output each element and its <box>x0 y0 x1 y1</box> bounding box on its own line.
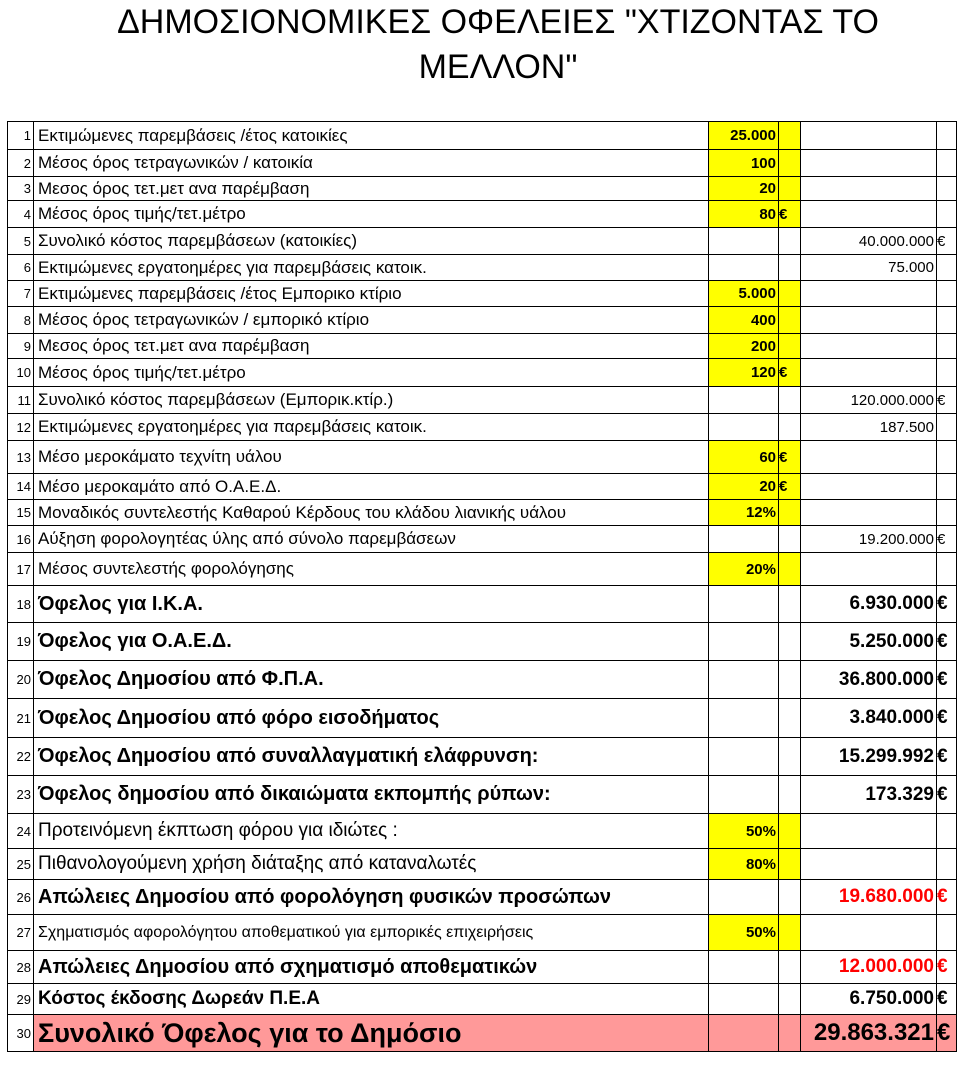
row-input-currency <box>779 334 801 359</box>
row-label: Πιθανολογούμενη χρήση διάταξης από καταναλωτές <box>34 849 709 880</box>
row-input-value <box>709 623 779 661</box>
table-row <box>8 441 957 474</box>
row-number: 21 <box>8 699 34 738</box>
row-result-currency: € <box>937 661 957 699</box>
row-number: 14 <box>8 474 34 500</box>
row-number: 20 <box>8 661 34 699</box>
row-label: Όφελος Δημοσίου από Φ.Π.Α. <box>34 661 709 699</box>
row-input-currency: € <box>779 474 801 500</box>
row-result-value <box>801 441 937 474</box>
table-row <box>8 307 957 334</box>
row-result-currency <box>937 500 957 526</box>
row-result-currency <box>937 177 957 201</box>
row-label: Σχηματισμός αφορολόγητου αποθεματικού για εμπορικές επιχειρήσεις <box>34 915 709 951</box>
row-number: 1 <box>8 122 34 150</box>
table-row <box>8 500 957 526</box>
row-input-value <box>709 880 779 915</box>
row-number: 12 <box>8 414 34 441</box>
row-result-value <box>801 150 937 177</box>
row-label: Εκτιμώμενες παρεμβάσεις /έτος Εμπορικο κτίριο <box>34 281 709 307</box>
row-label: Μέσος όρος τετραγωνικών / κατοικία <box>34 150 709 177</box>
row-result-value <box>801 474 937 500</box>
row-number: 13 <box>8 441 34 474</box>
page-title <box>0 0 960 100</box>
row-number: 3 <box>8 177 34 201</box>
row-result-value: 3.840.000 <box>801 699 937 738</box>
row-input-value <box>709 951 779 984</box>
row-number: 18 <box>8 586 34 623</box>
table-row <box>8 228 957 255</box>
table-row <box>8 359 957 387</box>
table-row <box>8 122 957 150</box>
row-result-currency <box>937 414 957 441</box>
row-input-currency <box>779 1015 801 1052</box>
row-result-currency: € <box>937 699 957 738</box>
row-label: Απώλειες Δημοσίου από σχηματισμό αποθεματικών <box>34 951 709 984</box>
row-label: Όφελος για Ο.Α.Ε.Δ. <box>34 623 709 661</box>
row-input-currency: € <box>779 201 801 228</box>
table-row <box>8 474 957 500</box>
table-row <box>8 814 957 849</box>
row-input-value <box>709 586 779 623</box>
row-number: 6 <box>8 255 34 281</box>
row-number: 8 <box>8 307 34 334</box>
row-number: 27 <box>8 915 34 951</box>
row-input-currency <box>779 387 801 414</box>
table-row <box>8 849 957 880</box>
row-result-currency <box>937 915 957 951</box>
row-number: 15 <box>8 500 34 526</box>
row-number: 24 <box>8 814 34 849</box>
row-input-value <box>709 776 779 814</box>
row-number: 30 <box>8 1015 34 1052</box>
row-label: Όφελος για Ι.Κ.Α. <box>34 586 709 623</box>
row-result-currency: € <box>937 586 957 623</box>
row-input-currency <box>779 661 801 699</box>
row-number: 19 <box>8 623 34 661</box>
row-input-currency <box>779 150 801 177</box>
table-row <box>8 738 957 776</box>
row-label: Μέσος συντελεστής φορολόγησης <box>34 553 709 586</box>
row-input-currency <box>779 553 801 586</box>
row-result-value <box>801 307 937 334</box>
row-input-currency <box>779 500 801 526</box>
row-result-value: 15.299.992 <box>801 738 937 776</box>
row-result-value: 12.000.000 <box>801 951 937 984</box>
row-input-currency <box>779 228 801 255</box>
row-result-value <box>801 553 937 586</box>
row-input-value: 200 <box>709 334 779 359</box>
row-label: Αύξηση φορολογητέας ύλης από σύνολο παρεμβάσεων <box>34 526 709 553</box>
row-input-value <box>709 255 779 281</box>
row-label: Εκτιμώμενες παρεμβάσεις /έτος κατοικίες <box>34 122 709 150</box>
row-input-value <box>709 661 779 699</box>
row-number: 5 <box>8 228 34 255</box>
row-input-currency <box>779 623 801 661</box>
row-result-value <box>801 122 937 150</box>
table-row <box>8 177 957 201</box>
row-result-value: 29.863.321 <box>801 1015 937 1052</box>
row-number: 4 <box>8 201 34 228</box>
row-number: 9 <box>8 334 34 359</box>
row-label: Όφελος Δημοσίου από συναλλαγματική ελάφρυνση: <box>34 738 709 776</box>
page-title-line-1: ΔΗΜΟΣΙΟΝΟΜΙΚΕΣ ΟΦΕΛΕΙΕΣ "ΧΤΙΖΟΝΤΑΣ ΤΟ <box>117 3 879 41</box>
row-number: 23 <box>8 776 34 814</box>
row-result-value: 40.000.000 <box>801 228 937 255</box>
row-label: Συνολικό κόστος παρεμβάσεων (κατοικίες) <box>34 228 709 255</box>
row-result-currency: € <box>937 1015 957 1052</box>
row-number: 16 <box>8 526 34 553</box>
row-input-currency <box>779 776 801 814</box>
row-number: 11 <box>8 387 34 414</box>
row-input-value: 20 <box>709 177 779 201</box>
row-number: 22 <box>8 738 34 776</box>
row-label: Κόστος έκδοσης Δωρεάν Π.Ε.Α <box>34 984 709 1015</box>
row-result-currency <box>937 441 957 474</box>
row-result-value <box>801 177 937 201</box>
row-result-currency: € <box>937 776 957 814</box>
row-result-currency <box>937 553 957 586</box>
row-label: Απώλειες Δημοσίου από φορολόγηση φυσικών προσώπων <box>34 880 709 915</box>
row-input-currency <box>779 849 801 880</box>
row-label: Όφελος Δημοσίου από φόρο εισοδήματος <box>34 699 709 738</box>
row-input-currency <box>779 281 801 307</box>
row-input-value <box>709 387 779 414</box>
row-result-currency: € <box>937 623 957 661</box>
row-input-currency: € <box>779 441 801 474</box>
row-result-currency <box>937 281 957 307</box>
row-result-currency <box>937 201 957 228</box>
row-input-value <box>709 526 779 553</box>
row-input-value <box>709 984 779 1015</box>
table-row <box>8 623 957 661</box>
row-result-currency: € <box>937 951 957 984</box>
table-row <box>8 586 957 623</box>
row-label: Μεσος όρος τετ.μετ ανα παρέμβαση <box>34 334 709 359</box>
table-row <box>8 776 957 814</box>
row-number: 29 <box>8 984 34 1015</box>
row-result-value: 6.930.000 <box>801 586 937 623</box>
row-result-currency <box>937 150 957 177</box>
row-result-currency: € <box>937 984 957 1015</box>
row-result-value: 19.680.000 <box>801 880 937 915</box>
row-label: Εκτιμώμενες εργατοημέρες για παρεμβάσεις κατοικ. <box>34 255 709 281</box>
row-input-currency <box>779 951 801 984</box>
row-input-value: 25.000 <box>709 122 779 150</box>
row-result-value: 6.750.000 <box>801 984 937 1015</box>
row-result-value: 173.329 <box>801 776 937 814</box>
row-input-value <box>709 738 779 776</box>
row-input-currency <box>779 255 801 281</box>
row-label: Μέσος όρος τιμής/τετ.μέτρο <box>34 359 709 387</box>
row-input-currency <box>779 177 801 201</box>
row-label: Προτεινόμενη έκπτωση φόρου για ιδιώτες : <box>34 814 709 849</box>
row-result-value <box>801 201 937 228</box>
table-row <box>8 526 957 553</box>
row-input-value: 50% <box>709 915 779 951</box>
row-result-currency <box>937 814 957 849</box>
table-row <box>8 699 957 738</box>
row-result-value: 187.500 <box>801 414 937 441</box>
row-number: 17 <box>8 553 34 586</box>
row-number: 10 <box>8 359 34 387</box>
row-number: 28 <box>8 951 34 984</box>
row-result-currency <box>937 359 957 387</box>
row-result-currency <box>937 122 957 150</box>
row-result-currency: € <box>937 880 957 915</box>
row-result-value <box>801 334 937 359</box>
row-number: 26 <box>8 880 34 915</box>
benefits-table <box>7 121 957 1052</box>
row-result-value <box>801 814 937 849</box>
row-input-currency <box>779 526 801 553</box>
row-input-value: 100 <box>709 150 779 177</box>
row-result-value <box>801 849 937 880</box>
table-row <box>8 150 957 177</box>
table-row <box>8 984 957 1015</box>
row-input-currency <box>779 122 801 150</box>
row-input-value <box>709 414 779 441</box>
benefits-table-body <box>8 122 957 1052</box>
row-result-value: 19.200.000 <box>801 526 937 553</box>
row-input-value: 80% <box>709 849 779 880</box>
row-label: Μέσος όρος τετραγωνικών / εμπορικό κτίριο <box>34 307 709 334</box>
table-row <box>8 661 957 699</box>
table-row <box>8 414 957 441</box>
row-input-currency <box>779 307 801 334</box>
row-result-value <box>801 915 937 951</box>
row-result-value: 5.250.000 <box>801 623 937 661</box>
row-input-value: 50% <box>709 814 779 849</box>
row-number: 2 <box>8 150 34 177</box>
row-input-value: 20 <box>709 474 779 500</box>
row-input-currency <box>779 915 801 951</box>
row-label: Μέσος όρος τιμής/τετ.μέτρο <box>34 201 709 228</box>
row-input-value <box>709 1015 779 1052</box>
row-result-value: 75.000 <box>801 255 937 281</box>
row-input-currency <box>779 984 801 1015</box>
row-result-currency <box>937 334 957 359</box>
row-result-currency: € <box>937 387 957 414</box>
row-input-value: 5.000 <box>709 281 779 307</box>
row-label: Μεσος όρος τετ.μετ ανα παρέμβαση <box>34 177 709 201</box>
row-label: Εκτιμώμενες εργατοημέρες για παρεμβάσεις κατοικ. <box>34 414 709 441</box>
row-result-currency <box>937 255 957 281</box>
table-row <box>8 553 957 586</box>
row-result-currency <box>937 474 957 500</box>
table-row <box>8 951 957 984</box>
row-input-value: 400 <box>709 307 779 334</box>
row-input-currency <box>779 880 801 915</box>
row-result-value <box>801 359 937 387</box>
row-input-value: 12% <box>709 500 779 526</box>
page-title-line-2: ΜΕΛΛΟΝ" <box>418 48 578 86</box>
row-number: 7 <box>8 281 34 307</box>
row-label: Συνολικό Όφελος για το Δημόσιο <box>34 1015 709 1052</box>
row-input-currency: € <box>779 359 801 387</box>
row-input-value: 120 <box>709 359 779 387</box>
row-result-value: 120.000.000 <box>801 387 937 414</box>
table-row <box>8 334 957 359</box>
row-result-value: 36.800.000 <box>801 661 937 699</box>
row-result-currency: € <box>937 738 957 776</box>
table-row <box>8 201 957 228</box>
row-number: 25 <box>8 849 34 880</box>
row-label: Συνολικό κόστος παρεμβάσεων (Εμπορικ.κτίρ.) <box>34 387 709 414</box>
row-input-value <box>709 699 779 738</box>
row-input-currency <box>779 414 801 441</box>
row-result-currency: € <box>937 526 957 553</box>
row-result-currency <box>937 307 957 334</box>
row-result-value <box>801 281 937 307</box>
row-input-currency <box>779 699 801 738</box>
row-input-currency <box>779 814 801 849</box>
row-label: Μέσο μεροκάματο τεχνίτη υάλου <box>34 441 709 474</box>
table-row <box>8 255 957 281</box>
row-input-currency <box>779 586 801 623</box>
row-label: Όφελος δημοσίου από δικαιώματα εκπομπής ρύπων: <box>34 776 709 814</box>
table-row <box>8 387 957 414</box>
table-row <box>8 915 957 951</box>
table-row <box>8 281 957 307</box>
row-label: Μοναδικός συντελεστής Καθαρού Κέρδους του κλάδου λιανικής υάλου <box>34 500 709 526</box>
table-row <box>8 1015 957 1052</box>
row-result-value <box>801 500 937 526</box>
table-row <box>8 880 957 915</box>
row-input-currency <box>779 738 801 776</box>
row-label: Μέσο μεροκαμάτο από Ο.Α.Ε.Δ. <box>34 474 709 500</box>
row-input-value: 60 <box>709 441 779 474</box>
row-input-value: 80 <box>709 201 779 228</box>
row-result-currency <box>937 849 957 880</box>
row-input-value <box>709 228 779 255</box>
row-input-value: 20% <box>709 553 779 586</box>
row-result-currency: € <box>937 228 957 255</box>
